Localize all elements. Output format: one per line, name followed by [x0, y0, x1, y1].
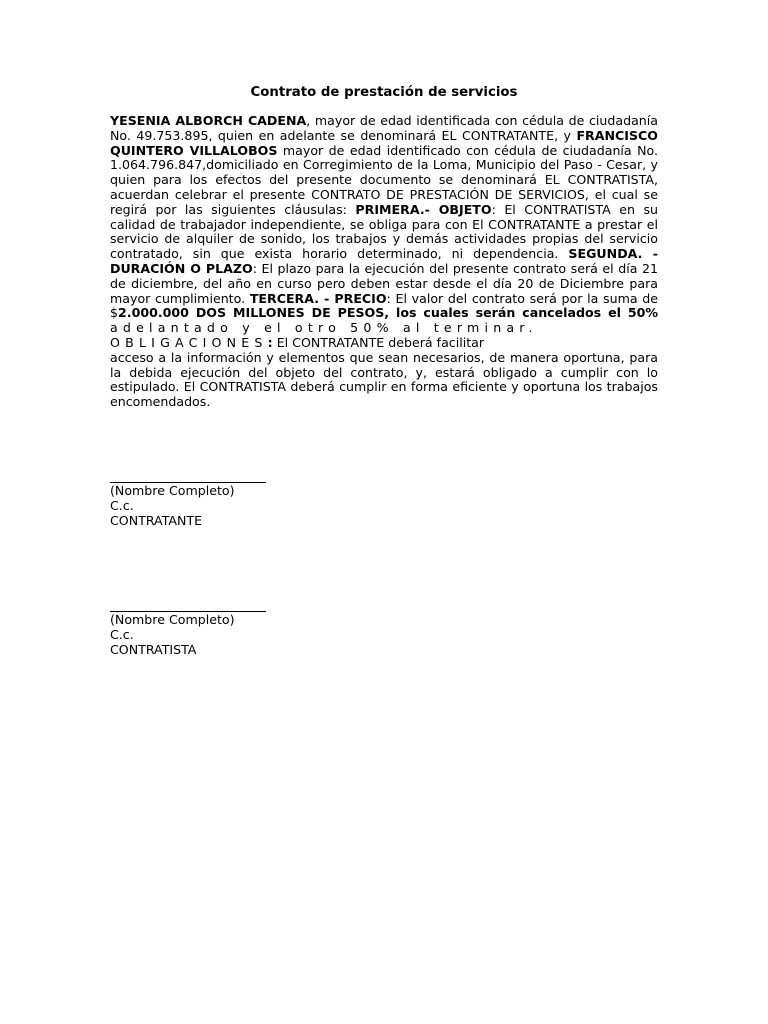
signature-block-contratista	[110, 611, 266, 657]
clause-primera-label: PRIMERA.- OBJETO	[355, 201, 492, 217]
signature-block-contratante	[110, 482, 266, 528]
signature-role: CONTRATANTE	[110, 512, 203, 528]
contract-body	[110, 114, 658, 410]
text-run: mayor de edad identificado con cédula de ciudadanía No. 1.064.796.847,domiciliado en Corregimiento de la Loma, Municipio del Paso - Cesar, y quien para los efectos del presente documento se denominará EL CONTRATISTA, acuerdan celebrar el presente CONTRATO DE PRESTACIÓN DE SERVICIOS, el cual se regirá por las siguientes cláusulas:	[110, 142, 658, 217]
signature-id: C.c.	[110, 497, 134, 513]
obligaciones-heading-line	[110, 336, 658, 351]
signature-role: CONTRATISTA	[110, 641, 197, 657]
text-run: : El valor del contrato será por la suma de $	[110, 290, 658, 321]
document-title: Contrato de prestación de servicios	[250, 85, 518, 100]
contract-paragraph	[110, 114, 658, 336]
signature-name: (Nombre Completo)	[110, 483, 235, 498]
text-run: : El plazo para la ejecución del presente contrato será el día 21 de diciembre, del año en curso pero deben estar desde el día 20 de Diciembre para mayor cumplimiento.	[110, 260, 659, 306]
clause-tercera-label: TERCERA. - PRECIO	[249, 290, 387, 306]
contratante-name: YESENIA ALBORCH CADENA	[110, 113, 307, 128]
obligaciones-label: OBLIGACIONES	[110, 334, 268, 350]
signature-name: (Nombre Completo)	[110, 612, 235, 627]
obligaciones-paragraph: acceso a la información y elementos que sean necesarios, de manera oportuna, para la debida ejecución del objeto del contrato, y, estará obligado a cumplir con lo estipulado. El CONTRATISTA deberá cumplir en forma eficiente y oportuna los trabajos encomendados.	[110, 349, 658, 410]
text-run: El CONTRATANTE deberá facilitar	[272, 334, 485, 350]
signature-id: C.c.	[110, 626, 134, 642]
obligaciones-colon: :	[267, 334, 273, 350]
clause-segunda-label: SEGUNDA. - DURACIÓN O PLAZO	[110, 246, 659, 276]
contratista-name: FRANCISCO QUINTERO VILLALOBOS	[110, 127, 658, 158]
text-run: , mayor de edad identificada con cédula de ciudadanía No. 49.753.895, quien en adelante se denominará EL CONTRATANTE, y	[110, 113, 659, 143]
price-amount: 2.000.000 DOS MILLONES DE PESOS, los cuales serán cancelados el 50%	[118, 305, 658, 321]
text-run-spaced: adelantado y el otro 50% al terminar.	[110, 320, 538, 336]
text-run: : El CONTRATISTA en su calidad de trabajador independiente, se obliga para con El CONTRATANTE a prestar el servicio de alquiler de sonido, los trabajos y demás actividades propias del servicio contratado, sin que exista horario determinado, ni dependencia.	[110, 201, 659, 262]
